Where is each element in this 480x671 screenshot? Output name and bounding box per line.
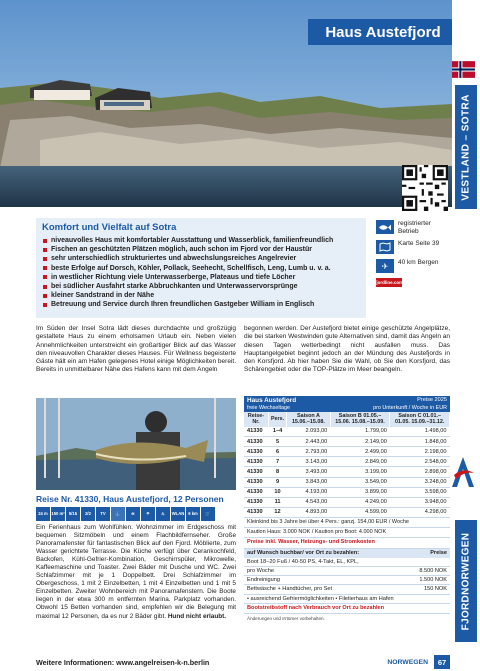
fuel-note: Bootstreibstoff nach Verbrauch vor Ort zu bezahlen — [244, 604, 450, 614]
persons: 7 — [268, 457, 286, 467]
persons: 6 — [268, 447, 286, 457]
washing-machine-icon: ≋ — [126, 507, 140, 521]
deposit-note: Kaution Haus: 3.000 NOK / Kaution pro Boot: 4.000 NOK — [244, 528, 450, 538]
description-text: Ein Ferienhaus zum Wohlfühlen. Wohnzimmer im Erdgeschoss mit bequemen Sitzmöbeln und einem Flachbildfernseher. Große Panoramafenster für fantastischen Blick auf den Fjord. Möblierte, zum Wasser gerichtete Terrasse. Die Küche verfügt über Cerankochfeld, Backofen, Kühl-Gefrier-Kombination, Geschirrspüler, Mikrowelle, Kaffeemaschine und Toaster. Zwei Bäder mit Dusche und WC. Zwei Schlafzimmer mit je 1 Doppelbett. Drei Schlafzimmer im Obergeschoss, 1 mit 2 Einzelbetten, 1 mit 4 Einzelbetten und 1 mit 5 Einzelbetten. Zweiter Wohnbereich mit Panoramafenstern. Die Boote liegen in der etwa 300 m entfernten Marina. Parkplatz vorhanden. Obwohl 15 Betten vorhanden sind, empfehlen wir die Belegung mit maximal 12 Personen, da es nur 2 Bäder gibt. — [36, 524, 236, 620]
heating-icon: ♨ — [156, 507, 170, 521]
distance-label: 40 km Bergen — [398, 259, 439, 266]
price-a: 2.443,00 — [287, 437, 331, 447]
table-row — [244, 467, 450, 477]
price-b: 2.499,00 — [330, 447, 390, 457]
toddler-note: Kleinkind bis 3 Jahre bei über 4 Pers.: ganzj. 154,00 EUR / Woche — [244, 518, 450, 528]
extra-price: 150 NOK — [423, 586, 447, 593]
price-table-subheader — [244, 405, 450, 412]
features-list — [42, 236, 360, 310]
disclaimer: Änderungen und Irrtümer vorbehalten. — [247, 615, 325, 621]
amenity-icons — [36, 507, 215, 521]
features-heading: Komfort und Vielfalt auf Sotra — [42, 222, 177, 233]
extra-row — [244, 595, 450, 604]
column-header: Reise-Nr. — [244, 412, 268, 427]
price-a: 3.843,00 — [287, 477, 331, 487]
persons: 11 — [268, 497, 286, 507]
feature-item: Fischen an geschützten Plätzen möglich, auch schon im Fjord vor der Haustür — [42, 245, 360, 254]
feature-item: in westlicher Richtung viele Unterwasserberge, Plateaus und tiefe Löcher — [42, 273, 360, 282]
trip-number: 41330 — [244, 497, 268, 507]
trip-number: 41330 — [244, 457, 268, 467]
price-c: 1.848,00 — [390, 437, 450, 447]
region-band — [455, 85, 477, 209]
price-a: 2.793,00 — [287, 447, 331, 457]
feature-item: Betreuung und Service durch Ihren freundlichen Gastgeber William in Englisch — [42, 300, 360, 309]
extras-header — [244, 549, 450, 558]
price-table — [244, 396, 450, 621]
persons: 12 — [268, 507, 286, 517]
registered-label: registrierter Betrieb — [398, 220, 431, 235]
bathrooms-icon: 2/2 — [81, 507, 95, 521]
feature-item: niveauvolles Haus mit komfortabler Ausstattung und Wasserblick, familienfreundlich — [42, 236, 360, 245]
brand-logo-icon — [450, 455, 476, 489]
intro-text-left: Im Süden der Insel Sotra lädt dieses durchdachte und großzügig gestaltete Haus zu einem erholsamen Urlaub ein. Neben vielen Annehmlichkeiten unterstreicht ein großartiger Blick auf das Wasser den niveauvollen Charakter dieses Hauses. Für Wellness begeisterte Gäste hält ein am Hafen gelegenes Hotel einige Möglichkeiten bereit. Bereits in unmittelbarer Nähe des Hafens kann mit dem Angeln — [36, 325, 236, 374]
price-b: 4.599,00 — [330, 507, 390, 517]
map-label: Karte Seite 39 — [398, 240, 440, 247]
feature-item: sehr unterschiedlich strukturiertes und abwechslungsreiches Angelrevier — [42, 254, 360, 263]
extra-row — [244, 576, 450, 585]
price-grid-header-row — [244, 412, 450, 427]
airplane-icon: ✈ — [376, 259, 394, 273]
price-c: 2.548,00 — [390, 457, 450, 467]
extra-label: • ausreichend Gefriermöglichkeiten • Filetierhaus am Hafen — [247, 595, 394, 602]
area-icon: 150 m² — [51, 507, 65, 521]
price-b: 3.199,00 — [330, 467, 390, 477]
listing-title: Reise Nr. 41330, Haus Austefjord, 12 Personen — [36, 494, 224, 504]
price-table-header — [244, 396, 450, 405]
brand-band-label: FJORDNORWEGEN — [460, 532, 472, 630]
feature-item: bei südlicher Ausfahrt starke Abbruchkanten und Unterwasservorsprünge — [42, 282, 360, 291]
shopping-cart-icon: 🛒 — [201, 507, 215, 521]
price-b: 3.899,00 — [330, 487, 390, 497]
price-table-subtitle-right: pro Unterkunft / Woche in EUR — [373, 405, 447, 411]
tv-icon: TV — [96, 507, 110, 521]
extra-label: Endreinigung — [247, 577, 280, 584]
page-number: 67 — [434, 655, 450, 669]
extra-row — [244, 567, 450, 576]
dog-policy: Hund nicht erlaubt. — [167, 612, 227, 620]
trip-number: 41330 — [244, 487, 268, 497]
price-a: 2.093,00 — [287, 427, 331, 437]
trip-number: 41330 — [244, 447, 268, 457]
extra-label: Bettwäsche + Handtücher, pro Set — [247, 586, 333, 593]
column-header: Saison A 15.06.–15.08. — [287, 412, 331, 427]
registered-info — [376, 220, 450, 235]
price-a: 3.493,00 — [287, 467, 331, 477]
map-icon — [376, 240, 394, 254]
price-a: 3.143,00 — [287, 457, 331, 467]
price-table-title: Haus Austefjord — [247, 397, 297, 404]
price-b: 4.249,00 — [330, 497, 390, 507]
region-label: VESTLAND – SOTRA — [460, 93, 472, 201]
price-b: 1.799,00 — [330, 427, 390, 437]
extras-header-label: auf Wunsch buchbar/ vor Ort zu bezahlen: — [247, 549, 360, 556]
extra-price: 8.500 NOK — [419, 567, 447, 574]
footer — [36, 655, 450, 669]
price-a: 4.543,00 — [287, 497, 331, 507]
terrace-icon: ☂ — [141, 507, 155, 521]
table-row — [244, 427, 450, 437]
price-table-year: Preise 2025 — [417, 397, 447, 403]
table-row — [244, 457, 450, 467]
price-a: 4.893,00 — [287, 507, 331, 517]
ferry-logo[interactable]: fjordline.com — [374, 280, 404, 285]
extra-price: 1.500 NOK — [419, 577, 447, 584]
angler-with-fish-image — [36, 398, 236, 490]
footer-url[interactable]: Weitere Informationen: www.angelreisen-k-n.berlin — [36, 657, 210, 667]
price-table-subtitle-left: freie Wechseltage — [247, 405, 291, 411]
extra-row — [244, 558, 450, 567]
table-row — [244, 477, 450, 487]
feature-item: kleiner Sandstrand in der Nähe — [42, 291, 360, 300]
extra-row — [244, 585, 450, 594]
price-c: 1.498,00 — [390, 427, 450, 437]
feature-item: beste Erfolge auf Dorsch, Köhler, Pollack, Seehecht, Schellfisch, Leng, Lumb u. v. a. — [42, 264, 360, 273]
table-row — [244, 497, 450, 507]
persons: 8 — [268, 467, 286, 477]
brand-band — [455, 520, 477, 642]
price-b: 2.849,00 — [330, 457, 390, 467]
price-c: 4.298,00 — [390, 507, 450, 517]
persons: 5 — [268, 437, 286, 447]
price-c: 3.598,00 — [390, 487, 450, 497]
map-info — [376, 240, 450, 254]
anchor-icon: ⚓ — [111, 507, 125, 521]
wifi-icon: WLAN — [171, 507, 185, 521]
shop-distance-icon: 6 km — [186, 507, 200, 521]
distance-info — [376, 259, 450, 273]
column-header: Saison B 01.05.–15.06. 15.08.–15.09. — [330, 412, 390, 427]
page-title: Haus Austefjord — [308, 19, 458, 45]
table-row — [244, 487, 450, 497]
persons: 10 — [268, 487, 286, 497]
table-row — [244, 507, 450, 517]
price-grid — [244, 412, 450, 518]
footer-right — [387, 655, 450, 669]
info-icons — [376, 220, 450, 292]
inclusive-note: Preise inkl. Wasser, Heizungs- und Stromkosten — [244, 538, 450, 548]
price-c: 2.898,00 — [390, 467, 450, 477]
features-box — [36, 218, 366, 318]
trip-number: 41330 — [244, 507, 268, 517]
extras-header-price: Preise — [430, 549, 447, 556]
intro-text-right: begonnen werden. Der Austefjord bietet einige geschützte Angelplätze, die bei starken Westwinden gute Alternativen sind, damit das Angeln an diesen Tagen wetterbedingt nicht ausfallen muss. Das Hauptangelgebiet beginnt jedoch an der Mündung des Austefjords in den Korsfjord. Ab hier haben Sie die Wahl, ob Sie den Korsfjord, das Schärengebiet oder die TOP-Plätze im Meer beangeln. — [244, 325, 450, 374]
price-b: 2.149,00 — [330, 437, 390, 447]
trip-number: 41330 — [244, 427, 268, 437]
angler-photo — [36, 398, 236, 490]
trip-number: 41330 — [244, 467, 268, 477]
trip-number: 41330 — [244, 477, 268, 487]
norway-flag-icon — [452, 61, 475, 78]
extra-label: pro Woche — [247, 567, 274, 574]
ferry-logo-row — [376, 278, 450, 287]
price-c: 3.248,00 — [390, 477, 450, 487]
price-c: 3.948,00 — [390, 497, 450, 507]
distance-water-icon: 24 m — [36, 507, 50, 521]
footer-country: NORWEGEN — [387, 658, 428, 666]
persons: 1–4 — [268, 427, 286, 437]
listing-description — [36, 524, 236, 621]
price-a: 4.193,00 — [287, 487, 331, 497]
column-header: Saison C 01.01.–01.05. 15.09.–31.12. — [390, 412, 450, 427]
price-c: 2.198,00 — [390, 447, 450, 457]
table-row — [244, 437, 450, 447]
trip-number: 41330 — [244, 437, 268, 447]
qr-code-icon[interactable] — [402, 165, 448, 211]
extra-label: Boot 18–20 Fuß / 40-50 PS, 4-Takt, EL, KPL, — [247, 558, 359, 565]
fish-icon — [376, 220, 394, 234]
table-row — [244, 447, 450, 457]
rooms-beds-icon: 5/15 — [66, 507, 80, 521]
column-header: Pers. — [268, 412, 286, 427]
price-b: 3.549,00 — [330, 477, 390, 487]
persons: 9 — [268, 477, 286, 487]
